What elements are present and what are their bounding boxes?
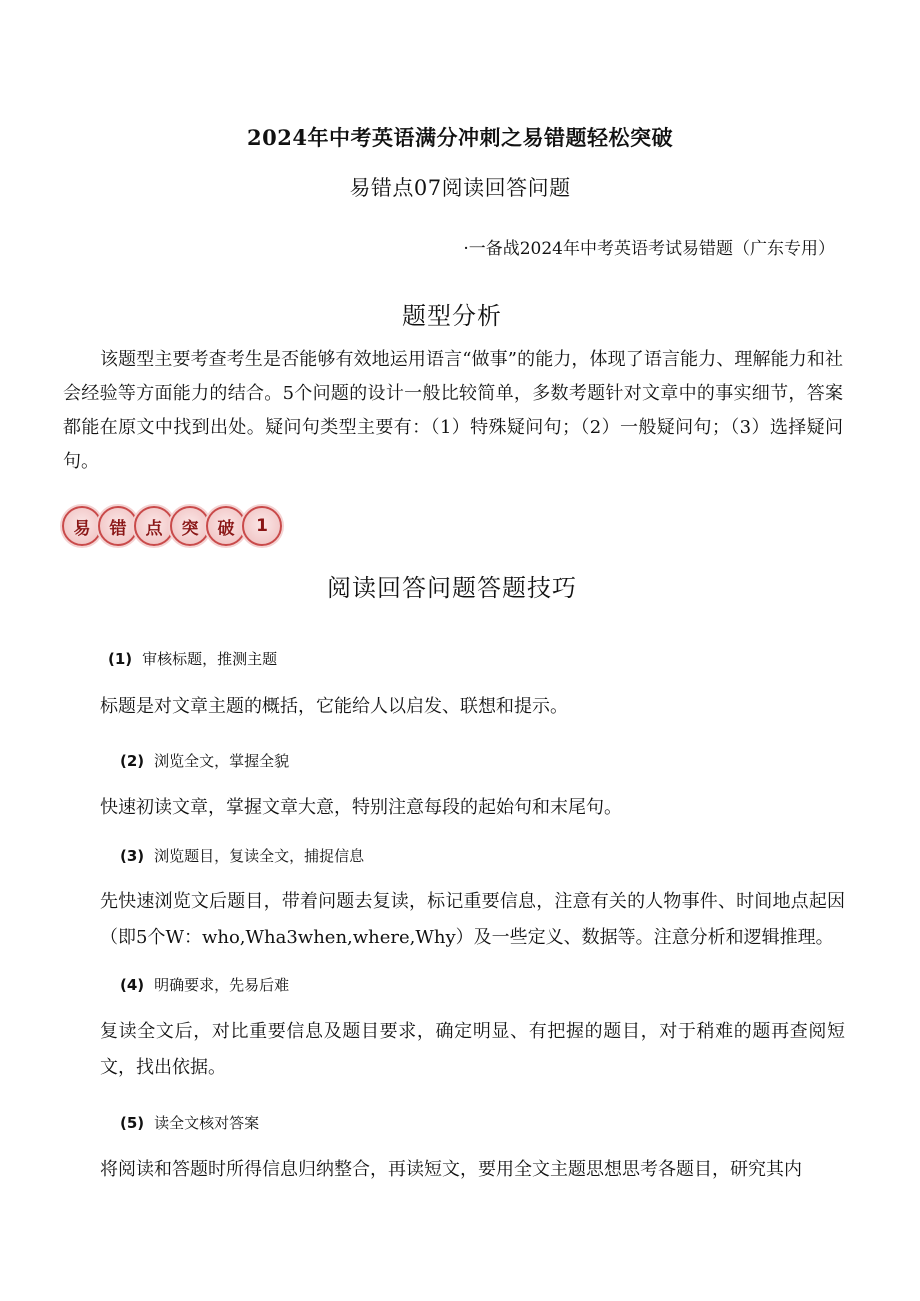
- tip-title: 审核标题，推测主题: [142, 650, 278, 668]
- tip-body: 先快速浏览文后题目，带着问题去复读，标记重要信息，注意有关的人物事件、时间地点起因（即5个W：who,Wha3when,where,Why）及一些定义、数据等。注意分析和逻辑推理。: [100, 891, 845, 948]
- tip-body: 快速初读文章，掌握文章大意，特别注意每段的起始句和末尾句。: [100, 797, 622, 818]
- tip-number: (2): [120, 752, 145, 770]
- analysis-heading: 题型分析: [402, 302, 502, 330]
- document-title: 2024年中考英语满分冲刺之易错题轻松突破: [247, 125, 673, 150]
- badge-char: 1: [242, 506, 282, 546]
- badge-char: 易: [62, 506, 102, 546]
- tip-body: 标题是对文章主题的概括，它能给人以启发、联想和提示。: [100, 696, 568, 717]
- badge-char: 突: [170, 506, 210, 546]
- tip-title: 浏览题目，复读全文，捕捉信息: [154, 847, 365, 865]
- analysis-paragraph: 该题型主要考查考生是否能够有效地运用语言“做事”的能力，体现了语言能力、理解能力和社会经验等方面能力的结合。5个问题的设计一般比较简单，多数考题针对文章中的事实细节，答案都能在原文中找到出处。疑问句类型主要有：（1）特殊疑问句；（2）一般疑问句；（3）选择疑问句。: [63, 349, 843, 472]
- badge-char: 点: [134, 506, 174, 546]
- tip-heading: [108, 648, 277, 669]
- tip-number: (5): [120, 1114, 145, 1132]
- source-note: ·一备战2024年中考英语考试易错题（广东专用）: [463, 239, 835, 259]
- tips-heading: 阅读回答问题答题技巧: [327, 574, 577, 602]
- document-subtitle: 易错点07阅读回答问题: [349, 176, 571, 200]
- tip-heading: [120, 750, 289, 771]
- tip-title: 读全文核对答案: [154, 1114, 260, 1132]
- error-point-badge: [62, 504, 290, 548]
- tip-heading: [120, 845, 364, 866]
- tip-body: 复读全文后，对比重要信息及题目要求，确定明显、有把握的题目，对于稍难的题再查阅短文，找出依据。: [100, 1021, 845, 1078]
- tip-number: (1): [108, 650, 133, 668]
- tip-title: 浏览全文，掌握全貌: [154, 752, 290, 770]
- badge-char: 错: [98, 506, 138, 546]
- badge-char: 破: [206, 506, 246, 546]
- tip-heading: [120, 974, 289, 995]
- tip-title: 明确要求，先易后难: [154, 976, 290, 994]
- tip-heading: [120, 1112, 259, 1133]
- tip-number: (3): [120, 847, 145, 865]
- tip-body: 将阅读和答题时所得信息归纳整合，再读短文，要用全文主题思想思考各题目，研究其内: [100, 1159, 802, 1180]
- tip-number: (4): [120, 976, 145, 994]
